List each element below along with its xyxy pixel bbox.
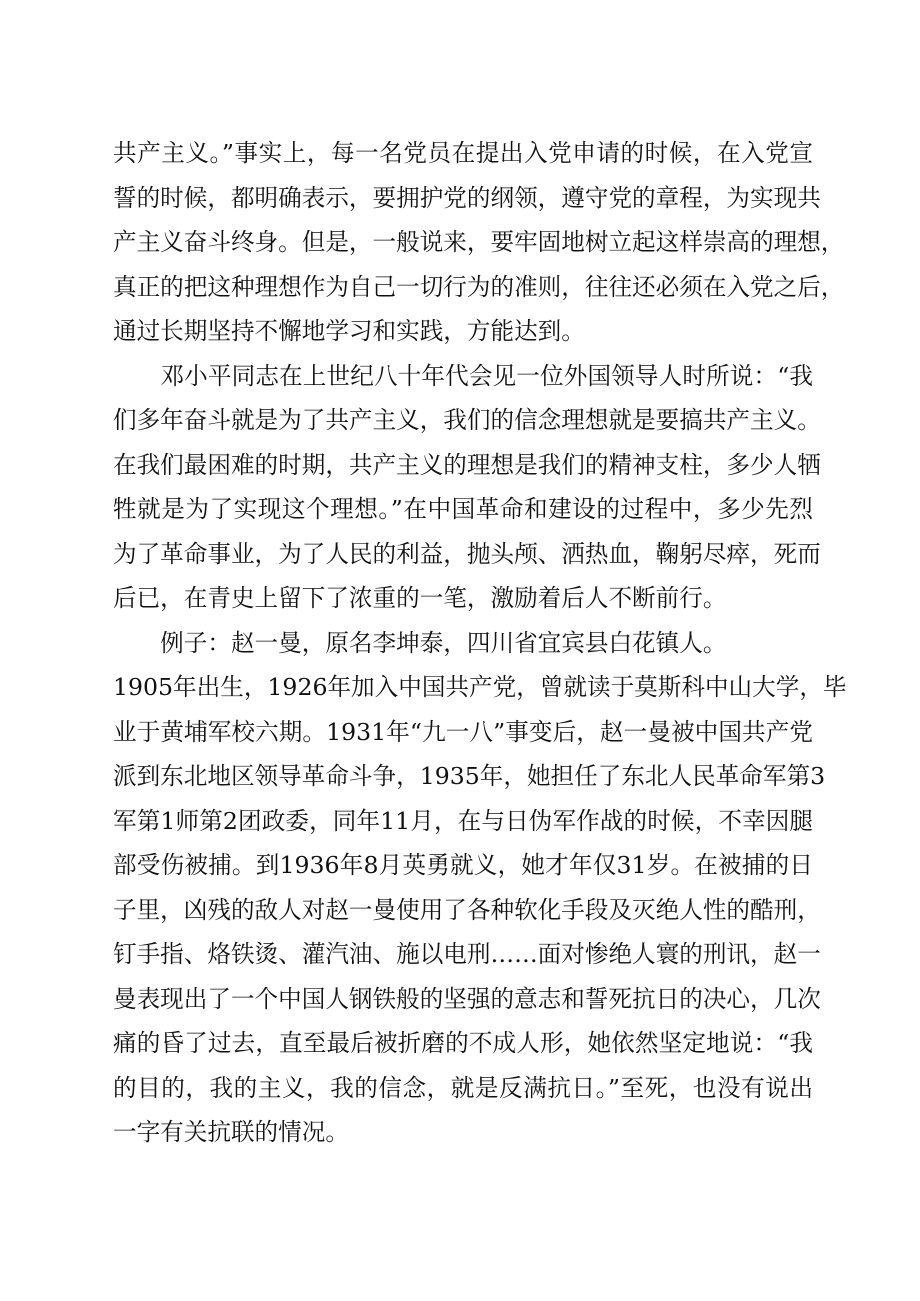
text-line: 真正的把这种理想作为自己一切行为的准则，往往还必须在入党之后， [113,272,845,301]
text-line: 业于黄埔军校六期。1931年“九一八”事变后，赵一曼被中国共产党 [113,717,813,746]
text-line: 钉手指、烙铁烫、灌汽油、施以电刑……面对惨绝人寰的刑讯，赵一 [113,940,821,968]
text-line: 邓小平同志在上世纪八十年代会见一位外国领导人时所说：“我 [113,361,813,390]
text-line: 在我们最困难的时期，共产主义的理想是我们的精神支柱，多少人牺 [113,450,821,479]
text-line: 牲就是为了实现这个理想。”在中国革命和建设的过程中，多少先烈 [113,495,813,523]
text-line: 后已，在青史上留下了浓重的一笔，激励着后人不断前行。 [113,584,727,612]
text-line: 的目的，我的主义，我的信念，就是反满抗日。”至死，也没有说出 [113,1073,813,1102]
text-line: 部受伤被捕。到1936年8月英勇就义，她才年仅31岁。在被捕的日 [113,851,813,879]
text-line: 为了革命事业，为了人民的利益，抛头颅、洒热血，鞠躬尽瘁，死而 [113,539,821,568]
text-line: 例子：赵一曼，原名李坤泰，四川省宜宾县白花镇人。 [113,628,727,657]
text-line: 一字有关抗联的情况。 [113,1118,349,1146]
text-line: 共产主义。”事实上，每一名党员在提出入党申请的时候，在入党宣 [113,139,813,167]
text-line: 军第1师第2团政委，同年11月，在与日伪军作战的时候，不幸因腿 [113,806,813,835]
text-line: 产主义奋斗终身。但是，一般说来，要牢固地树立起这样崇高的理想， [113,228,845,256]
text-line: 1905年出生，1926年加入中国共产党，曾就读于莫斯科中山大学，毕 [113,673,847,701]
text-line: 曼表现出了一个中国人钢铁般的坚强的意志和誓死抗日的决心，几次 [113,984,821,1013]
text-line: 子里，凶残的敌人对赵一曼使用了各种软化手段及灭绝人性的酷刑， [113,895,821,924]
text-line: 痛的昏了过去，直至最后被折磨的不成人形，她依然坚定地说：“我 [113,1029,813,1057]
paragraph-1 [113,131,845,354]
text-line: 誓的时候，都明确表示，要拥护党的纲领，遵守党的章程，为实现共 [113,183,821,212]
text-line: 派到东北地区领导革命斗争，1935年，她担任了东北人民革命军第3 [113,762,826,790]
document-page [113,131,847,1155]
text-line: 通过长期坚持不懈地学习和实践，方能达到。 [113,317,585,345]
paragraph-3 [113,621,847,1155]
text-line: 们多年奋斗就是为了共产主义，我们的信念理想就是要搞共产主义。 [113,406,821,434]
paragraph-2 [113,354,821,621]
